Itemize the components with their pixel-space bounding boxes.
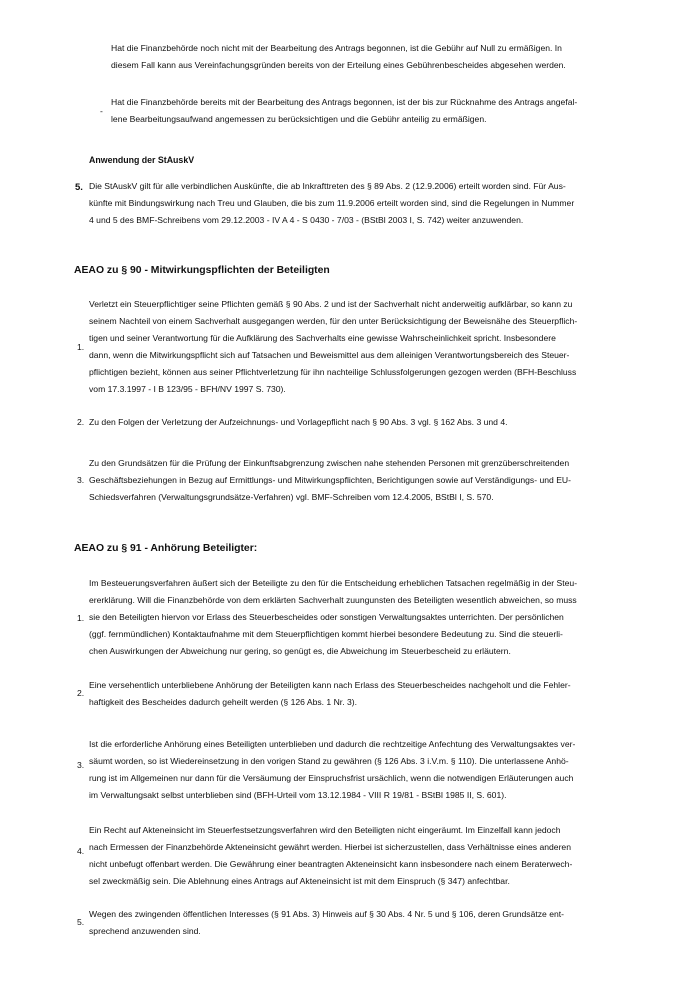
s91-item-4-marker: 4. [77,846,85,856]
stauskv-paragraph: Die StAuskV gilt für alle verbindlichen Auskünfte, die ab Inkrafttreten des § 89 Abs. 2 (12.9.2006) erteilt worden sind. Für Aus- künfte mit Bindungswirkung nach Treu und Glauben, die bis zum 11.9.2006 erteilt worden sind, sind die Regelungen in Nummer 4 und 5 des BMF-Schreibens vom 29.12.2003 - IV A 4 - S 0430 - 7/03 - (BStBl 2003 I, S. 742) weiter anzuwenden. [89,181,575,225]
s91-item-2-marker: 2. [77,688,85,698]
s90-item-3-marker: 3. [77,475,85,485]
s90-item-2-marker: 2. [77,417,85,427]
intro-paragraph-2: Hat die Finanzbehörde bereits mit der Bearbeitung des Antrags begonnen, ist der bis zur Rücknahme des Antrags angefal- lene Bearbeitungsaufwand angemessen zu berücksichtigen und die Gebühr anteilig zu ermäßigen. [111,97,578,124]
s91-item-1-marker: 1. [77,613,85,623]
intro-paragraph-2-marker: - [100,106,103,116]
s91-item-3: Ist die erforderliche Anhörung eines Beteiligten unterblieben und dadurch die rechtzeitige Anfechtung des Verwaltungsaktes ver- säumt worden, so ist Wiedereinsetzung in den vorigen Stand zu gewähren (§ 126 Abs. 3 i.V.m. § 110). Die unterlassene Anhö- rung ist im Allgemeinen nur dann für die Versäumung der Einspruchsfrist ursächlich, wenn die notwendigen Erläuterungen auch im Verwaltungsakt selbst unterblieben sind (BFH-Urteil vom 13.12.1984 - VIII R 19/81 - BStBl 1985 II, S. 601). [89,739,576,800]
section-90-heading: AEAO zu § 90 - Mitwirkungspflichten der Beteiligten [74,265,330,276]
stauskv-subheading: Anwendung der StAuskV [89,155,195,165]
s91-item-1: Im Besteuerungsverfahren äußert sich der Beteiligte zu den für die Entscheidung erheblichen Tatsachen regelmäßig in der Steu- ererklärung. Will die Finanzbehörde von dem erklärten Sachverhalt zuungunsten des Beteiligten wesentlich abweichen, so muss sie den Beteiligten hiervon vor Erlass des Steuerbescheides oder sonstigen Verwaltungsaktes unterrichten. Der persönlichen (ggf. fernmündlichen) Kontaktaufnahme mit dem Steuerpflichtigen kommt hierbei besondere Bedeutung zu. Sind die steuerli- chen Auswirkungen der Abweichung nur gering, so genügt es, die Abweichung im Steuerbescheid zu erläutern. [89,578,578,656]
s91-item-2: Eine versehentlich unterbliebene Anhörung der Beteiligten kann nach Erlass des Steuerbescheides nachgeholt und die Fehler- haftigkeit des Bescheides dadurch geheilt werden (§ 126 Abs. 1 Nr. 3). [89,680,571,707]
s90-item-1: Verletzt ein Steuerpflichtiger seine Pflichten gemäß § 90 Abs. 2 und ist der Sachverhalt nicht anderweitig aufklärbar, so kann zu seinem Nachteil von einem Sachverhalt ausgegangen werden, für den unter Berücksichtigung der Beweisnähe des Steuerpflich- tigen und seiner Verantwortung für die Aufklärung des Sachverhalts eine gewisse Wahrscheinlichkeit spricht. Insbesondere dann, wenn die Mitwirkungspflicht sich auf Tatsachen und Beweismittel aus dem alleinigen Verantwortungsbereich des Steuer- pflichtigen bezieht, können aus seiner Pflichtverletzung für ihn nachteilige Schlussfolgerungen gezogen werden (BFH-Beschluss vom 17.3.1997 - I B 123/95 - BFH/NV 1997 S. 730). [89,299,578,394]
section-91-heading: AEAO zu § 91 - Anhörung Beteiligter: [74,543,258,554]
s91-item-4: Ein Recht auf Akteneinsicht im Steuerfestsetzungsverfahren wird den Beteiligten nicht eingeräumt. Im Einzelfall kann jedoch nach Ermessen der Finanzbehörde Akteneinsicht gewährt werden. Hierbei ist sicherzustellen, dass Verhältnisse eines anderen nicht unbefugt offenbart werden. Die Gewährung einer beantragten Akteneinsicht kann insbesondere nach einem Beraterwech- sel zweckmäßig sein. Die Ablehnung eines Antrags auf Akteneinsicht ist mit dem Einspruch (§ 347) anfechtbar. [89,825,573,886]
s90-item-3: Zu den Grundsätzen für die Prüfung der Einkunftsabgrenzung zwischen nahe stehenden Personen mit grenzüberschreitenden Geschäftsbeziehungen in Bezug auf Ermittlungs- und Mitwirkungspflichten, Berichtigungen sowie auf Verständigungs- und EU- Schiedsverfahren (Verwaltungsgrundsätze-Verfahren) vgl. BMF-Schreiben vom 12.4.2005, BStBl I, S. 570. [89,458,572,502]
intro-paragraph-1: Hat die Finanzbehörde noch nicht mit der Bearbeitung des Antrags begonnen, ist die Gebühr auf Null zu ermäßigen. In diesem Fall kann aus Vereinfachungsgründen bereits von der Erteilung eines Gebührenbescheides abgesehen werden. [111,43,566,70]
s91-item-3-marker: 3. [77,760,85,770]
s91-item-5: Wegen des zwingenden öffentlichen Interesses (§ 91 Abs. 3) Hinweis auf § 30 Abs. 4 Nr. 5 und § 106, deren Grundsätze ent- sprechend anzuwenden sind. [89,909,565,936]
s91-item-5-marker: 5. [77,917,85,927]
s90-item-1-marker: 1. [77,342,85,352]
s90-item-2: Zu den Folgen der Verletzung der Aufzeichnungs- und Vorlagepflicht nach § 90 Abs. 3 vgl. § 162 Abs. 3 und 4. [89,417,508,427]
stauskv-marker: 5. [75,182,83,193]
